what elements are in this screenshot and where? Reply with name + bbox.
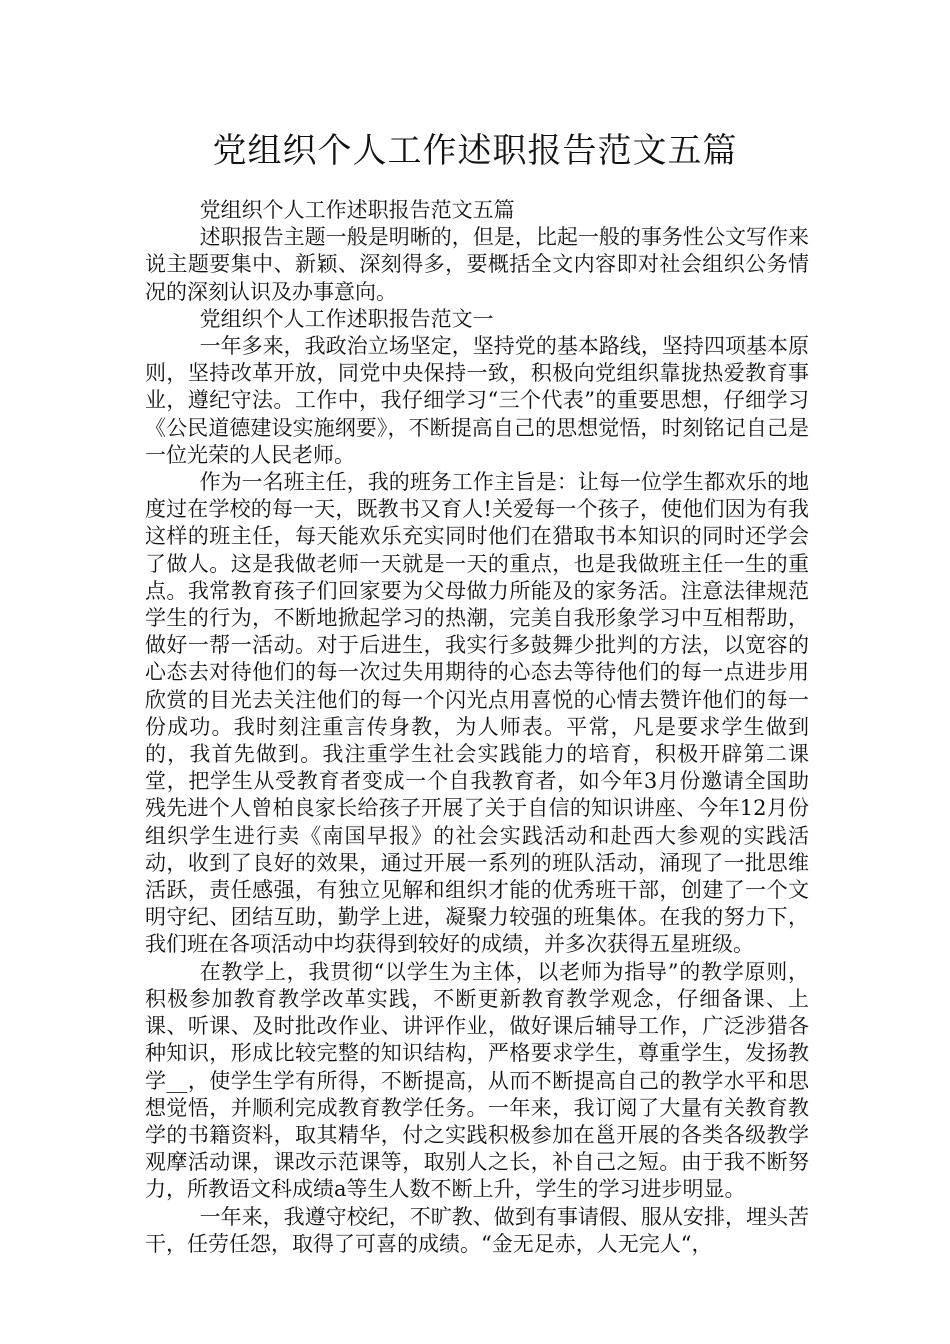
document-title: 党组织个人工作述职报告范文五篇 [212, 131, 738, 171]
paragraph-intro: 述职报告主题一般是明晰的，但是，比起一般的事务性公文写作来说主题要集中、新颖、深刻得多，要概括全文内容即对社会组织公务情况的深刻认识及办事意向。 [145, 225, 809, 304]
paragraph-subtitle: 党组织个人工作述职报告范文五篇 [199, 198, 515, 222]
paragraph-teaching: 在教学上，我贯彻“以学生为主体，以老师为指导”的教学原则，积极参加教育教学改革实践，不断更新教育教学观念，仔细备课、上课、听课、及时批改作业、讲评作业，做好课后辅导工作，广泛涉猎各种知识，形成比较完整的知识结构，严格要求学生，尊重学生，发扬教学__，使学生学有所得，不断提高，从而不断提高自己的教学水平和思想觉悟，并顺利完成教育教学任务。一年来，我订阅了大量有关教育教学的书籍资料，取其精华，付之实践积极参加在邕开展的各类各级教学观摩活动课，课改示范课等，取别人之长，补自己之短。由于我不断努力，所教语文科成绩a等生人数不断上升，学生的学习进步明显。 [145, 959, 809, 1202]
paragraph-section-heading: 党组织个人工作述职报告范文一 [199, 306, 494, 331]
paragraph-class-teacher: 作为一名班主任，我的班务工作主旨是：让每一位学生都欢乐的地度过在学校的每一天，既教书又育人!关爱每一个孩子，使他们因为有我这样的班主任，每天能欢乐充实同时他们在猎取书本知识的同时还学会了做人。这是我做老师一天就是一天的重点，也是我做班主任一生的重点。我常教育孩子们回家要为父母做力所能及的家务活。注意法律规范学生的行为，不断地掀起学习的热潮，完美自我形象学习中互相帮助，做好一帮一活动。对于后进生，我实行多鼓舞少批判的方法，以宽容的心态去对待他们的每一次过失用期待的心态去等待他们的每一点进步用欣赏的目光去关注他们的每一个闪光点用喜悦的心情去赞许他们的每一份成功。我时刻注重言传身教，为人师表。平常，凡是要求学生做到的，我首先做到。我注重学生社会实践能力的培育，积极开辟第二课堂，把学生从受教育者变成一个自我教育者，如今年3月份邀请全国助残先进个人曾柏良家长给孩子开展了关于自信的知识讲座、今年12月份组织学生进行卖《南国早报》的社会实践活动和赴西大参观的实践活动，收到了良好的效果，通过开展一系列的班队活动，涌现了一批思维活跃，责任感强，有独立见解和组织才能的优秀班干部，创建了一个文明守纪、团结互助，勤学上进，凝聚力较强的班集体。在我的努力下，我们班在各项活动中均获得到较好的成绩，并多次获得五星班级。 [145, 470, 809, 957]
paragraph-discipline: 一年来，我遵守校纪，不旷教、做到有事请假、服从安排，埋头苦干，任劳任怨，取得了可喜的成绩。“金无足赤，人无完人“， [145, 1204, 809, 1256]
document-body [145, 197, 809, 1258]
paragraph-political: 一年多来，我政治立场坚定，坚持党的基本路线，坚持四项基本原则，坚持改革开放，同党中央保持一致，积极向党组织靠拢热爱教育事业，遵纪守法。工作中，我仔细学习“三个代表”的重要思想，仔细学习《公民道德建设实施纲要》，不断提高自己的思想觉悟，时刻铭记自己是一位光荣的人民老师。 [145, 334, 809, 467]
